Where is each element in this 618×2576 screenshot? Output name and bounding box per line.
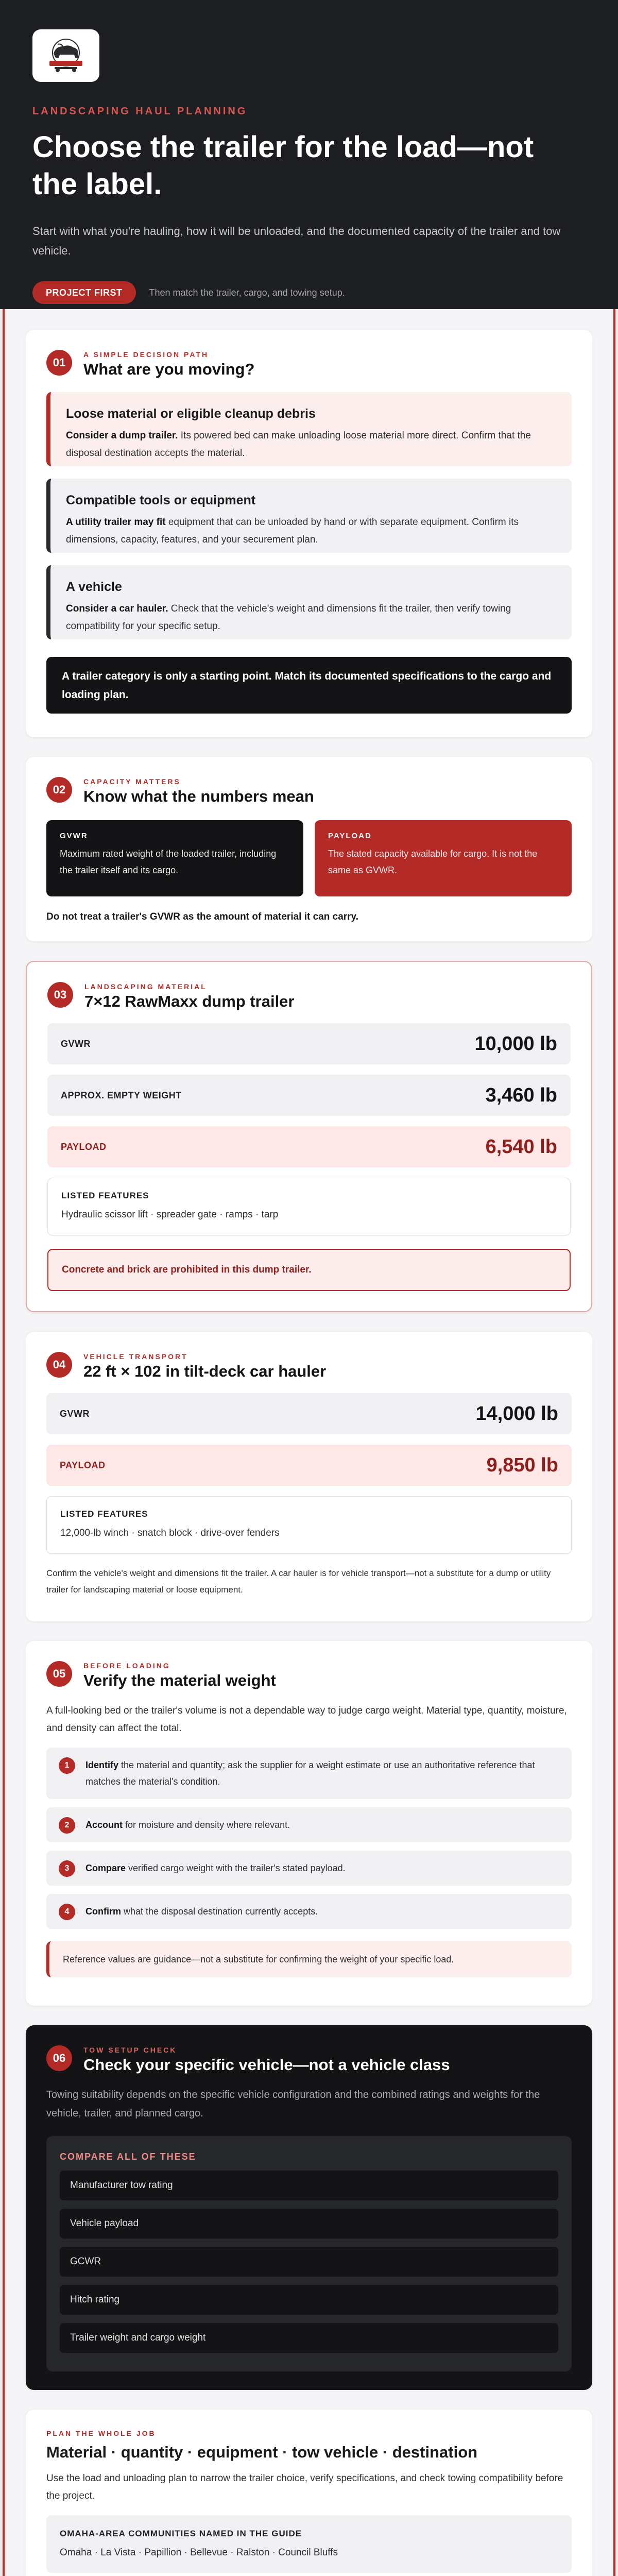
- plan-body: Use the load and unloading plan to narrow the trailer choice, verify specifications, and check towing compatibility before the project.: [46, 2473, 563, 2501]
- stat-label: PAYLOAD: [60, 1460, 106, 1470]
- main-content: [3, 309, 615, 2576]
- compare-item: Trailer weight and cargo weight: [60, 2323, 558, 2353]
- option-body: Consider a dump trailer. Its powered bed can make unloading loose material more direct. Confirm that the disposal destination accepts the material.: [66, 430, 531, 459]
- step-number: 3: [59, 1860, 75, 1877]
- payload-definition: [315, 820, 572, 896]
- step-confirm: [46, 1894, 572, 1929]
- section-dump-trailer: [26, 961, 592, 1312]
- stat-gvwr: [46, 1393, 572, 1434]
- section-number: 04: [46, 1352, 72, 1378]
- weight-intro: A full-looking bed or the trailer's volume is not a dependable way to judge cargo weight. Material type, quantity, moisture, and density can affect the total.: [46, 1705, 567, 1734]
- stat-gvwr: [47, 1023, 571, 1064]
- option-title: Loose material or eligible cleanup debris: [66, 406, 316, 421]
- step-number: 1: [59, 1757, 75, 1774]
- payload-label: PAYLOAD: [328, 832, 372, 840]
- hero-cta-note: Then match the trailer, cargo, and towing setup.: [149, 287, 345, 298]
- prohibited-warning: Concrete and brick are prohibited in this dump trailer.: [47, 1249, 571, 1291]
- option-title: A vehicle: [66, 580, 122, 594]
- gvwr-label: GVWR: [60, 832, 88, 840]
- option-car-hauler: [46, 565, 572, 639]
- compare-item: Vehicle payload: [60, 2209, 558, 2239]
- features-label: LISTED FEATURES: [61, 1191, 149, 1200]
- stat-value: 10,000 lb: [474, 1032, 557, 1055]
- section-eyebrow: LANDSCAPING MATERIAL: [84, 982, 207, 991]
- section-eyebrow: BEFORE LOADING: [83, 1662, 170, 1670]
- omaha-value: Omaha · La Vista · Papillion · Bellevue · Ralston · Council Bluffs: [60, 2547, 338, 2558]
- section-title: Check your specific vehicle—not a vehicle class: [83, 2056, 450, 2074]
- step-number: 4: [59, 1904, 75, 1920]
- logo[interactable]: [32, 29, 99, 82]
- section-car-hauler: [26, 1332, 592, 1621]
- hero-subtitle: Start with what you're hauling, how it will be unloaded, and the documented capacity of the trailer and tow vehicle.: [32, 225, 561, 257]
- section-title: Know what the numbers mean: [83, 787, 314, 805]
- section-header: [47, 982, 571, 1012]
- section-title: 7×12 RawMaxx dump trailer: [84, 992, 295, 1010]
- step-account: [46, 1807, 572, 1842]
- option-title: Compatible tools or equipment: [66, 493, 256, 507]
- features-value: Hydraulic scissor lift · spreader gate · ramps · tarp: [61, 1209, 279, 1220]
- gvwr-text: Maximum rated weight of the loaded trailer, including the trailer itself and its cargo.: [60, 849, 277, 875]
- compare-label: COMPARE ALL OF THESE: [60, 2151, 196, 2162]
- section-number: 01: [46, 350, 72, 376]
- section-number: 03: [47, 982, 73, 1008]
- option-body: A utility trailer may fit equipment that can be unloaded by hand or with separate equipment. Confirm its dimensions, capacity, features, and your securement plan.: [66, 517, 519, 545]
- stat-payload: [47, 1126, 571, 1167]
- section-number: 05: [46, 1661, 72, 1687]
- gvwr-definition: [46, 820, 303, 896]
- section-plan-job: [26, 2410, 592, 2576]
- step-compare: [46, 1851, 572, 1886]
- reference-note: Reference values are guidance—not a substitute for confirming the weight of your specific load.: [46, 1941, 572, 1977]
- project-first-badge: PROJECT FIRST: [32, 281, 136, 304]
- option-utility-trailer: [46, 479, 572, 553]
- stat-label: PAYLOAD: [61, 1141, 107, 1152]
- section-header: [46, 350, 572, 380]
- compare-item: GCWR: [60, 2247, 558, 2277]
- hero-cta-row: [32, 281, 586, 304]
- hero: [0, 0, 618, 309]
- step-text: Confirm what the disposal destination currently accepts.: [85, 1906, 318, 1917]
- stat-label: APPROX. EMPTY WEIGHT: [61, 1090, 182, 1100]
- section-header: [46, 1661, 572, 1691]
- listed-features: [47, 1178, 571, 1235]
- hero-eyebrow: LANDSCAPING HAUL PLANNING: [32, 106, 248, 117]
- option-dump-trailer: [46, 392, 572, 466]
- option-body: Consider a car hauler. Check that the vehicle's weight and dimensions fit the trailer, then verify towing compatibility for your specific setup.: [66, 603, 511, 632]
- stat-value: 14,000 lb: [475, 1402, 558, 1425]
- section-verify-weight: [26, 1641, 592, 2006]
- gvwr-warning: Do not treat a trailer's GVWR as the amount of material it can carry.: [46, 911, 358, 922]
- section-what-are-you-moving: [26, 330, 592, 737]
- step-identify: [46, 1748, 572, 1799]
- bison-trailer-logo-icon: [42, 37, 90, 74]
- step-text: Identify the material and quantity; ask the supplier for a weight estimate or use an authoritative reference that matches the material's condition.: [85, 1760, 535, 1787]
- category-note: A trailer category is only a starting point. Match its documented specifications to the cargo and loading plan.: [46, 657, 572, 714]
- listed-features: [46, 1496, 572, 1554]
- stat-label: GVWR: [61, 1038, 91, 1049]
- stat-label: GVWR: [60, 1408, 90, 1419]
- stat-value: 3,460 lb: [485, 1084, 557, 1106]
- stat-value: 6,540 lb: [485, 1136, 557, 1158]
- stat-empty-weight: [47, 1075, 571, 1116]
- section-eyebrow: A SIMPLE DECISION PATH: [83, 350, 209, 359]
- page-title: Choose the trailer for the load—not the label.: [32, 130, 534, 201]
- step-text: Compare verified cargo weight with the trailer's stated payload.: [85, 1863, 346, 1873]
- step-number: 2: [59, 1817, 75, 1834]
- features-label: LISTED FEATURES: [60, 1509, 148, 1519]
- car-hauler-note: Confirm the vehicle's weight and dimensions fit the trailer. A car hauler is for vehicle transport—not a substitute for a dump or utility trailer for landscaping material or loose equipment.: [46, 1568, 551, 1595]
- section-eyebrow: VEHICLE TRANSPORT: [83, 1352, 188, 1361]
- section-eyebrow: PLAN THE WHOLE JOB: [46, 2429, 156, 2437]
- section-header: [46, 777, 572, 807]
- section-title: What are you moving?: [83, 360, 255, 378]
- section-header: [46, 1352, 572, 1382]
- omaha-label: OMAHA-AREA COMMUNITIES NAMED IN THE GUIDE: [60, 2529, 302, 2538]
- section-title: Material · quantity · equipment · tow vehicle · destination: [46, 2443, 478, 2461]
- section-eyebrow: CAPACITY MATTERS: [83, 777, 181, 786]
- section-title: 22 ft × 102 in tilt-deck car hauler: [83, 1362, 327, 1380]
- section-numbers-meaning: [26, 757, 592, 941]
- stat-value: 9,850 lb: [486, 1454, 558, 1476]
- section-eyebrow: TOW SETUP CHECK: [83, 2046, 177, 2054]
- omaha-communities: [46, 2515, 572, 2573]
- section-header: [46, 2045, 572, 2075]
- stat-payload: [46, 1445, 572, 1486]
- compare-item: Hitch rating: [60, 2285, 558, 2315]
- step-text: Account for moisture and density where relevant.: [85, 1820, 290, 1830]
- tow-body: Towing suitability depends on the specific vehicle configuration and the combined ratings and weights for the vehicle, trailer, and planned cargo.: [46, 2089, 540, 2119]
- compare-list: [46, 2136, 572, 2371]
- compare-item: Manufacturer tow rating: [60, 2171, 558, 2200]
- section-number: 06: [46, 2045, 72, 2071]
- section-tow-setup: [26, 2025, 592, 2390]
- section-number: 02: [46, 777, 72, 803]
- section-title: Verify the material weight: [83, 1671, 276, 1689]
- payload-text: The stated capacity available for cargo. It is not the same as GVWR.: [328, 849, 538, 875]
- features-value: 12,000-lb winch · snatch block · drive-over fenders: [60, 1528, 280, 1538]
